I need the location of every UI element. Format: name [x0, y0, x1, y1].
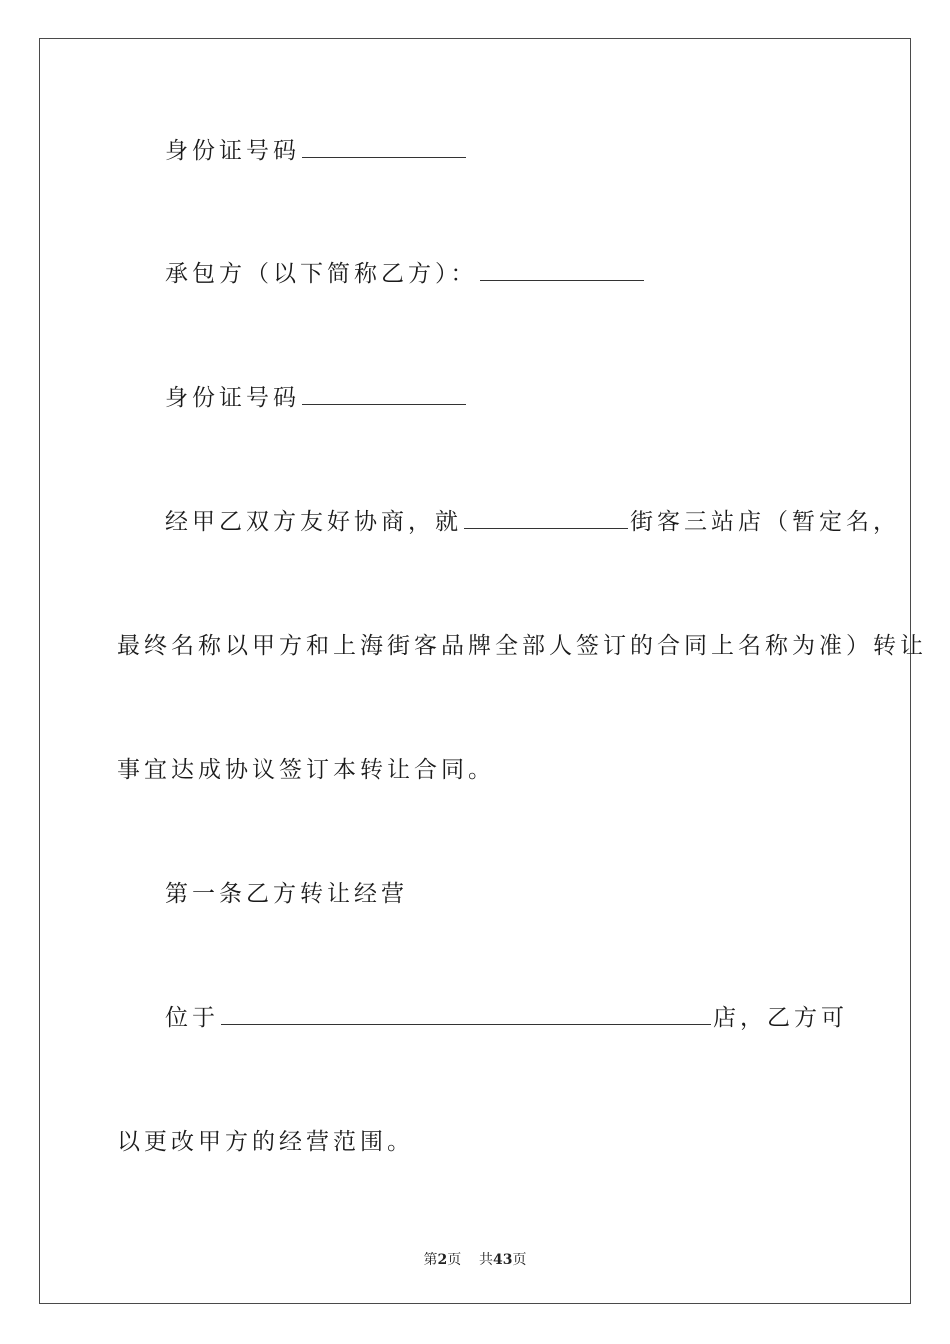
- paragraph-text-1b: 街客三站店（暂定名，: [630, 509, 900, 535]
- paragraph-line-3: [117, 756, 495, 784]
- location-line: [165, 1004, 848, 1032]
- article-one-title: 第一条乙方转让经营: [165, 881, 408, 907]
- id-number-line-1: [165, 137, 468, 165]
- document-page: [39, 38, 927, 1304]
- scope-text: 以更改甲方的经营范围。: [117, 1129, 414, 1155]
- location-text-b: 店，乙方可: [713, 1005, 848, 1031]
- id-number-blank: [302, 137, 466, 158]
- page-footer: [40, 1249, 910, 1269]
- contractor-line: [165, 260, 646, 288]
- id-number-label-2: 身份证号码: [165, 385, 300, 411]
- total-pages: 43: [493, 1252, 513, 1268]
- paragraph-text-2: 最终名称以甲方和上海街客品牌全部人签订的合同上名称为准）转让: [117, 633, 927, 659]
- id-number-line-2: [165, 384, 468, 412]
- paragraph-text-3: 事宜达成协议签订本转让合同。: [117, 757, 495, 783]
- total-prefix: 共: [479, 1252, 494, 1268]
- article-heading: [165, 880, 408, 908]
- id-number-blank-2: [302, 384, 466, 405]
- contractor-blank: [480, 260, 644, 281]
- id-number-label: 身份证号码: [165, 138, 300, 164]
- page-number: 2: [437, 1252, 448, 1268]
- location-text-a: 位于: [165, 1005, 219, 1031]
- scope-line: [117, 1128, 414, 1156]
- paragraph-text-1a: 经甲乙双方友好协商，就: [165, 509, 462, 535]
- paragraph-line-1: [165, 508, 900, 536]
- paragraph-line-2: [117, 632, 927, 660]
- location-blank: [221, 1004, 711, 1025]
- page-prefix: 第: [423, 1252, 438, 1268]
- total-suffix: 页: [512, 1252, 527, 1268]
- contractor-label: 承包方（以下简称乙方）：: [165, 261, 478, 287]
- page-suffix: 页: [447, 1252, 462, 1268]
- shop-name-blank: [464, 508, 628, 529]
